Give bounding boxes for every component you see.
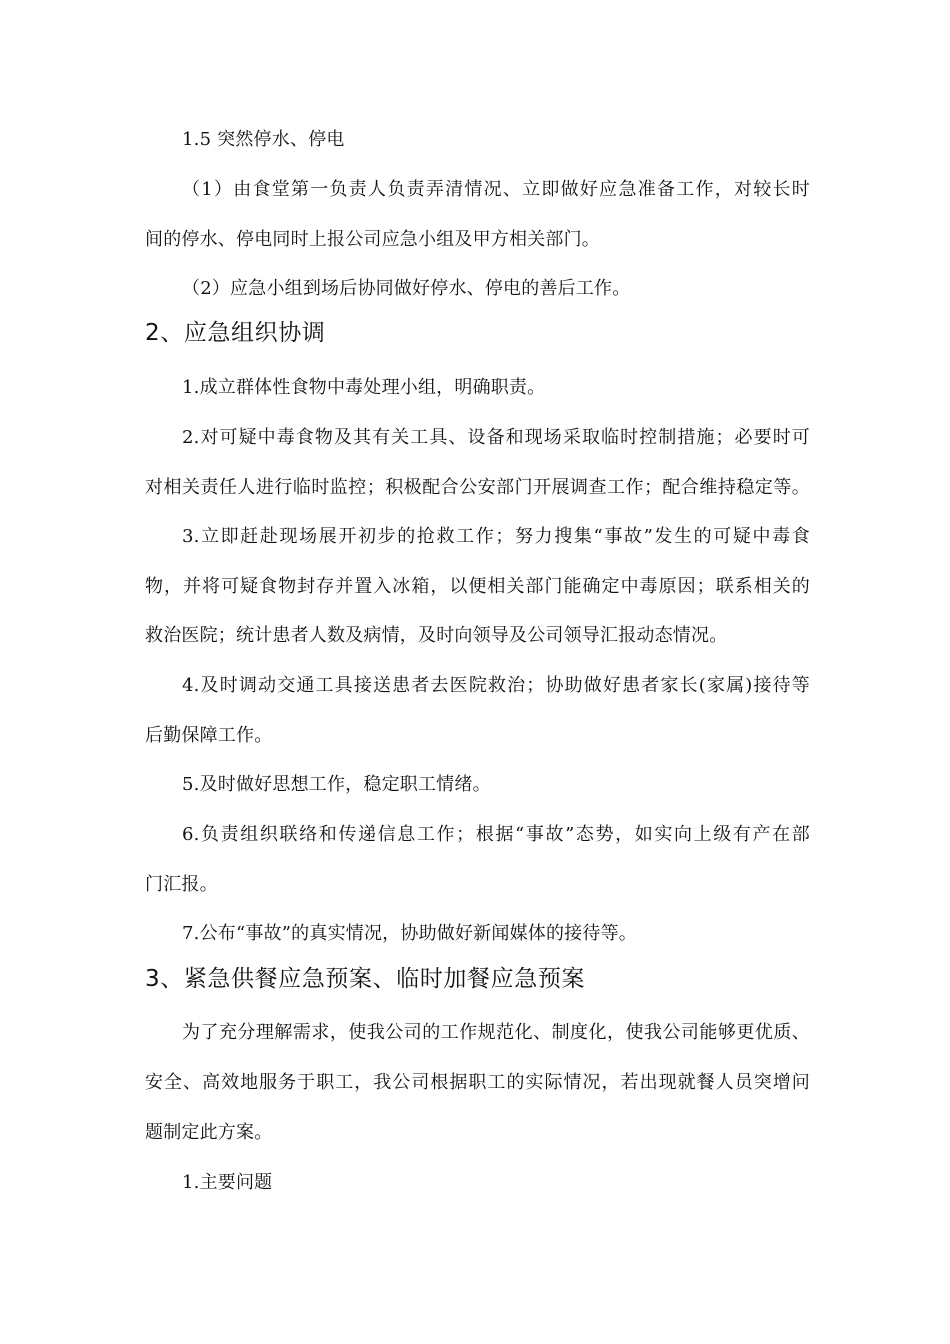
list-item: 2.对可疑中毒食物及其有关工具、设备和现场采取临时控制措施；必要时可	[182, 427, 810, 448]
list-item: 6.负责组织联络和传递信息工作；根据“事故”态势，如实向上级有产在部	[182, 824, 810, 845]
list-item: 1.成立群体性食物中毒处理小组，明确职责。	[182, 377, 546, 398]
list-item: 4.及时调动交通工具接送患者去医院救治；协助做好患者家长(家属)接待等	[182, 675, 810, 696]
paragraph-line: （2）应急小组到场后协同做好停水、停电的善后工作。	[182, 278, 631, 299]
paragraph-line: 为了充分理解需求，使我公司的工作规范化、制度化，使我公司能够更优质、	[182, 1022, 810, 1043]
paragraph-line: 题制定此方案。	[145, 1122, 273, 1143]
subheading-1-5: 1.5 突然停水、停电	[182, 129, 345, 150]
list-item: 3.立即赶赴现场展开初步的抢救工作；努力搜集“事故”发生的可疑中毒食	[182, 526, 810, 547]
list-item-continuation: 门汇报。	[145, 874, 218, 895]
list-item: 7.公布“事故”的真实情况，协助做好新闻媒体的接待等。	[182, 923, 637, 944]
list-item-continuation: 救治医院；统计患者人数及病情，及时向领导及公司领导汇报动态情况。	[145, 625, 728, 646]
list-item-continuation: 物，并将可疑食物封存并置入冰箱，以便相关部门能确定中毒原因；联系相关的	[145, 576, 810, 597]
list-item: 1.主要问题	[182, 1172, 273, 1193]
list-item: 5.及时做好思想工作，稳定职工情绪。	[182, 774, 491, 795]
paragraph-line: 间的停水、停电同时上报公司应急小组及甲方相关部门。	[145, 229, 600, 250]
section-heading-2: 2、应急组织协调	[145, 320, 326, 346]
section-heading-3: 3、紧急供餐应急预案、临时加餐应急预案	[145, 966, 586, 992]
paragraph-line: （1）由食堂第一负责人负责弄清情况、立即做好应急准备工作，对较长时	[182, 179, 810, 200]
list-item-continuation: 后勤保障工作。	[145, 725, 273, 746]
list-item-continuation: 对相关责任人进行临时监控；积极配合公安部门开展调查工作；配合维持稳定等。	[145, 477, 810, 498]
paragraph-line: 安全、高效地服务于职工，我公司根据职工的实际情况，若出现就餐人员突增问	[145, 1072, 810, 1093]
